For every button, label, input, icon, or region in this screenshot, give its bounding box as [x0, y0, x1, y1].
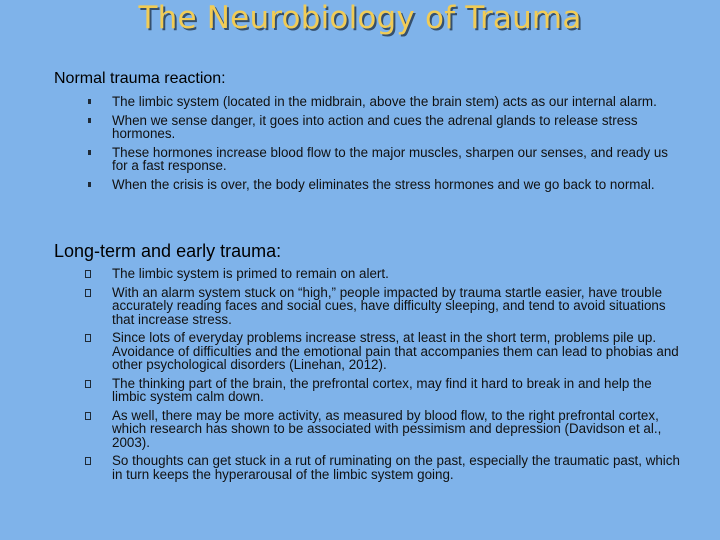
box-bullet-icon — [85, 380, 91, 388]
long-term-trauma-list — [0, 267, 720, 486]
list-item — [0, 409, 682, 450]
list-item-text: The thinking part of the brain, the prefrontal cortex, may find it hard to break in and help the limbic system calm down. — [112, 375, 652, 404]
list-item-text: So thoughts can get stuck in a rut of ruminating on the past, especially the traumatic past, which in turn keeps the hyperarousal of the limbic system going. — [112, 453, 680, 482]
list-item-text: These hormones increase blood flow to the major muscles, sharpen our senses, and ready us for a fast response. — [112, 144, 669, 173]
slide-title: The Neurobiology of Trauma — [138, 0, 582, 36]
list-item-text: The limbic system is primed to remain on alert. — [112, 266, 389, 281]
box-bullet-icon — [85, 289, 91, 297]
list-item — [0, 377, 682, 404]
box-bullet-icon — [85, 457, 91, 465]
square-bullet-icon — [88, 99, 91, 104]
box-bullet-icon — [85, 412, 91, 420]
list-item — [0, 454, 682, 481]
list-item — [0, 331, 682, 372]
list-item — [0, 114, 682, 141]
list-item-text: When we sense danger, it goes into action and cues the adrenal glands to release stress hormones. — [112, 112, 638, 141]
list-item-text: As well, there may be more activity, as measured by blood flow, to the right prefrontal cortex, which research has shown to be associated with pessimism and depression (Davidson et al., 2003). — [112, 407, 662, 450]
list-item-text: The limbic system (located in the midbrain, above the brain stem) acts as our internal alarm. — [112, 94, 657, 109]
square-bullet-icon — [88, 118, 91, 123]
box-bullet-icon — [85, 334, 91, 342]
normal-trauma-list — [0, 95, 720, 196]
list-item — [0, 178, 682, 192]
list-item — [0, 267, 682, 281]
list-item-text: Since lots of everyday problems increase stress, at least in the short term, problems pile up. Avoidance of difficulties and the emotional pain that accompanies them can lead to phobias and other psychological disorders (Linehan, 2012). — [112, 330, 679, 372]
box-bullet-icon — [85, 270, 91, 278]
section-heading-long-term-trauma: Long-term and early trauma: — [54, 241, 282, 261]
list-item — [0, 286, 682, 327]
list-item-text: When the crisis is over, the body eliminates the stress hormones and we go back to normal. — [112, 176, 655, 192]
list-item — [0, 95, 682, 109]
section-heading-normal-trauma: Normal trauma reaction: — [54, 70, 226, 87]
list-item — [0, 146, 682, 173]
list-item-text: With an alarm system stuck on “high,” people impacted by trauma startle easier, have trouble accurately reading faces and social cues, have difficulty sleeping, and tend to avoid situations that increase stress. — [112, 284, 666, 327]
square-bullet-icon — [88, 150, 91, 155]
square-bullet-icon — [88, 182, 91, 187]
